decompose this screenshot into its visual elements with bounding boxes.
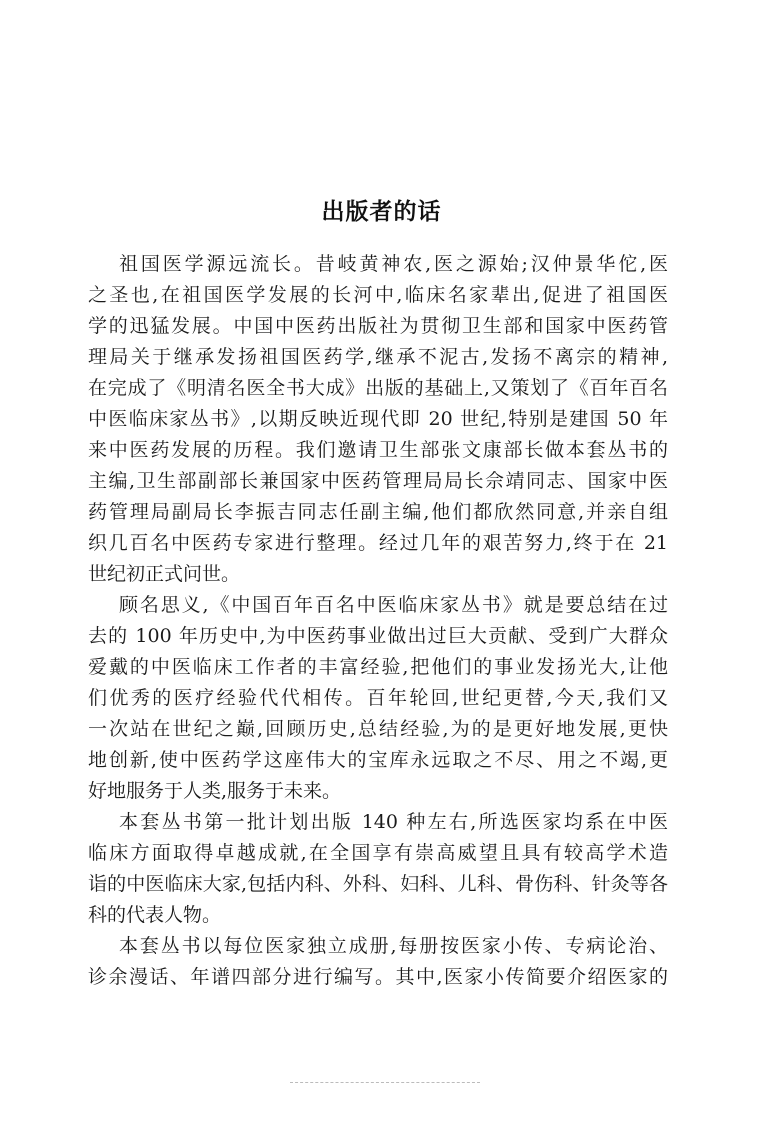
text-line: 本套丛书以每位医家独立成册,每册按医家小传、专病论治、 <box>119 935 668 957</box>
text-line: 诣的中医临床大家,包括内科、外科、妇科、儿科、骨伤科、针灸等各 <box>88 873 668 895</box>
text-line: 织几百名中医药专家进行整理。经过几年的艰苦努力,终于在 21 <box>88 532 668 554</box>
text-line: 顾名思义,《中国百年百名中医临床家丛书》就是要总结在过 <box>119 594 668 616</box>
text-line: 主编,卫生部副部长兼国家中医药管理局局长佘靖同志、国家中医 <box>88 470 668 492</box>
text-line: 药管理局副局长李振吉同志任副主编,他们都欣然同意,并亲自组 <box>88 501 668 523</box>
text-line: 一次站在世纪之巅,回顾历史,总结经验,为的是更好地发展,更快 <box>88 718 668 740</box>
text-line: 理局关于继承发扬祖国医药学,继承不泥古,发扬不离宗的精神, <box>88 346 668 368</box>
text-line: 世纪初正式问世。 <box>88 563 241 585</box>
text-line: 科的代表人物。 <box>88 904 222 926</box>
body-text <box>88 249 668 993</box>
page-title: 出版者的话 <box>321 199 442 225</box>
text-line: 们优秀的医疗经验代代相传。百年轮回,世纪更替,今天,我们又 <box>88 687 668 709</box>
text-line: 本套丛书第一批计划出版 140 种左右,所选医家均系在中医 <box>119 811 668 833</box>
text-line: 在完成了《明清名医全书大成》出版的基础上,又策划了《百年百名 <box>88 377 668 399</box>
footer-rule <box>290 1082 480 1083</box>
text-line: 学的迅猛发展。中国中医药出版社为贯彻卫生部和国家中医药管 <box>88 315 668 337</box>
text-line: 之圣也,在祖国医学发展的长河中,临床名家辈出,促进了祖国医 <box>88 284 668 306</box>
text-line: 去的 100 年历史中,为中医药事业做出过巨大贡献、受到广大群众 <box>88 625 668 647</box>
text-line: 中医临床家丛书》,以期反映近现代即 20 世纪,特别是建国 50 年 <box>88 408 668 430</box>
text-line: 好地服务于人类,服务于未来。 <box>88 780 342 802</box>
text-line: 祖国医学源远流长。昔岐黄神农,医之源始;汉仲景华佗,医 <box>119 253 668 275</box>
text-line: 来中医药发展的历程。我们邀请卫生部张文康部长做本套丛书的 <box>88 439 668 461</box>
text-line: 地创新,使中医药学这座伟大的宝库永远取之不尽、用之不竭,更 <box>88 749 668 771</box>
text-line: 诊余漫话、年谱四部分进行编写。其中,医家小传简要介绍医家的 <box>88 966 668 988</box>
text-line: 爱戴的中医临床工作者的丰富经验,把他们的事业发扬光大,让他 <box>88 656 668 678</box>
text-line: 临床方面取得卓越成就,在全国享有崇高威望且具有较高学术造 <box>88 842 668 864</box>
